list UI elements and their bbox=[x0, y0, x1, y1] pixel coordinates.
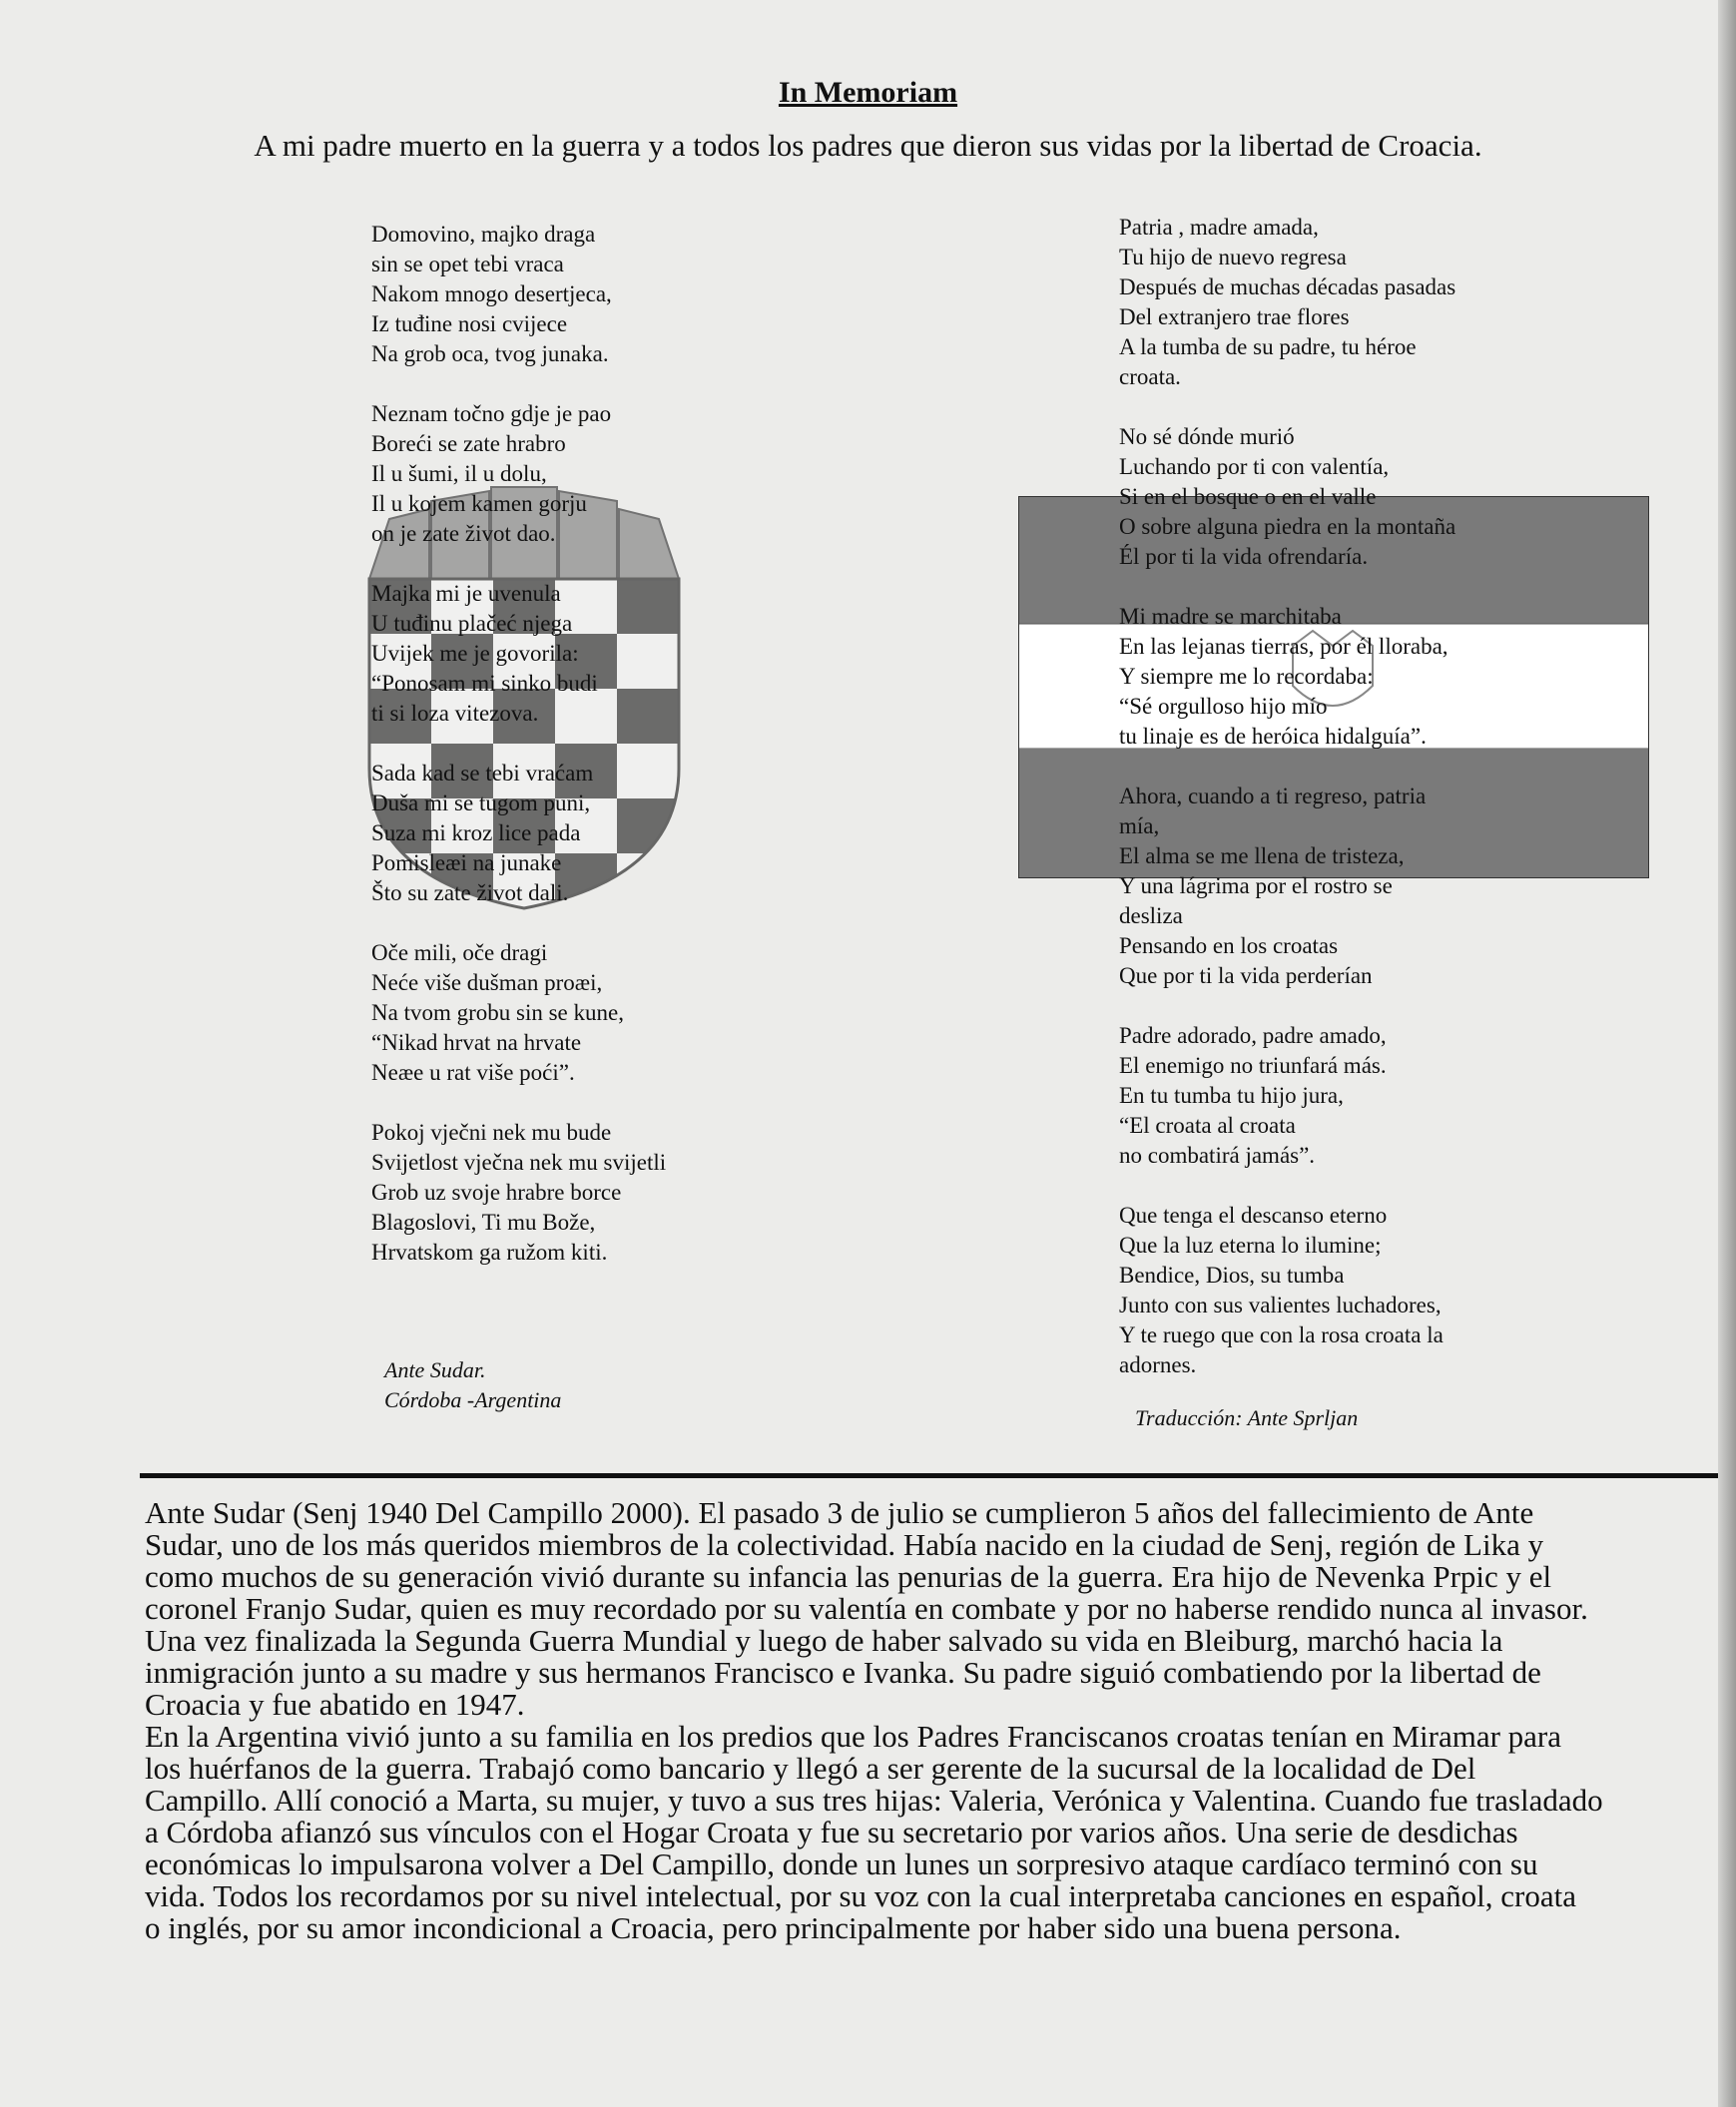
spanish-poem-line: El enemigo no triunfará más. bbox=[1119, 1053, 1387, 1078]
biography-line: como muchos de su generación vivió durante su infancia las penurias de la guerra. Era hijo de Nevenka Prpic y el bbox=[145, 1559, 1552, 1594]
dedication-line: A mi padre muerto en la guerra y a todos los padres que dieron sus vidas por la libertad de Croacia. bbox=[254, 128, 1482, 163]
biography-line: En la Argentina vivió junto a su familia en los predios que los Padres Franciscanos croatas tenían en Miramar para bbox=[145, 1719, 1562, 1754]
spanish-poem-line: desliza bbox=[1119, 903, 1183, 928]
author-name: Ante Sudar. bbox=[384, 1357, 486, 1382]
biography-line: Campillo. Allí conoció a Marta, su mujer, y tuvo a sus tres hijas: Valeria, Verónica y Valentina. Cuando fue trasladado bbox=[145, 1783, 1603, 1818]
spanish-poem-line: El alma se me llena de tristeza, bbox=[1119, 843, 1405, 868]
spanish-poem-line: En tu tumba tu hijo jura, bbox=[1119, 1083, 1344, 1108]
biography-line: Ante Sudar (Senj 1940 Del Campillo 2000). El pasado 3 de julio se cumplieron 5 años del fallecimiento de Ante bbox=[145, 1495, 1534, 1530]
spanish-poem-line: O sobre alguna piedra en la montaña bbox=[1119, 514, 1456, 539]
biography-line: coronel Franjo Sudar, quien es muy recordado por su valentía en combate y por no haberse rendido nunca al invasor. bbox=[145, 1591, 1588, 1626]
spanish-poem-line: Si en el bosque o en el valle bbox=[1119, 484, 1377, 509]
croatian-poem-line: sin se opet tebi vraca bbox=[371, 252, 564, 276]
spanish-poem-line: Después de muchas décadas pasadas bbox=[1119, 274, 1456, 299]
biography-line: Sudar, uno de los más queridos miembros de la colectividad. Había nacido en la ciudad de Senj, región de Lika y bbox=[145, 1527, 1544, 1562]
spanish-poem-line: Que la luz eterna lo ilumine; bbox=[1119, 1233, 1382, 1258]
spanish-poem-line: Del extranjero trae flores bbox=[1119, 304, 1350, 329]
croatian-poem-stanza bbox=[371, 579, 666, 729]
croatian-poem-line: Pokoj vječni nek mu bude bbox=[371, 1120, 612, 1145]
spanish-poem-line: Mi madre se marchitaba bbox=[1119, 604, 1342, 629]
spanish-poem-stanza bbox=[1119, 602, 1455, 752]
spanish-poem-line: No sé dónde murió bbox=[1119, 424, 1295, 449]
spanish-poem-line: Patria , madre amada, bbox=[1119, 215, 1319, 240]
spanish-poem-line: Tu hijo de nuevo regresa bbox=[1119, 245, 1347, 269]
croatian-poem-line: Sada kad se tebi vraćam bbox=[371, 761, 594, 786]
croatian-poem-line: “Ponosam mi sinko budi bbox=[371, 671, 598, 696]
spanish-poem-stanza bbox=[1119, 1021, 1455, 1171]
croatian-poem-line: Il u šumi, il u dolu, bbox=[371, 461, 547, 486]
croatian-poem-line: Majka mi je uvenula bbox=[371, 581, 561, 606]
croatian-poem-line: Neæe u rat više poći”. bbox=[371, 1060, 575, 1085]
spanish-poem-line: “Sé orgulloso hijo mío bbox=[1119, 694, 1328, 719]
croatian-poem-line: on je zate život dao. bbox=[371, 521, 556, 546]
spanish-poem bbox=[1119, 213, 1455, 1410]
croatian-poem-stanza bbox=[371, 938, 666, 1088]
croatian-poem-line: Pomisleæi na junake bbox=[371, 850, 562, 875]
spanish-poem-stanza bbox=[1119, 422, 1455, 572]
page-title: In Memoriam bbox=[778, 76, 958, 109]
spanish-poem-line: Junto con sus valientes luchadores, bbox=[1119, 1293, 1442, 1317]
croatian-poem-line: Neće više dušman proæi, bbox=[371, 970, 603, 995]
croatian-poem-stanza bbox=[371, 399, 666, 549]
biography-line: los huérfanos de la guerra. Trabajó como bancario y llegó a ser gerente de la sucursal de la localidad de Del bbox=[145, 1751, 1476, 1786]
spanish-poem-line: Bendice, Dios, su tumba bbox=[1119, 1263, 1345, 1288]
spanish-poem-line: Padre adorado, padre amado, bbox=[1119, 1023, 1387, 1048]
spanish-poem-line: Y una lágrima por el rostro se bbox=[1119, 873, 1393, 898]
spanish-poem-line: En las lejanas tierras, por él lloraba, bbox=[1119, 634, 1448, 659]
spanish-poem-line: Y siempre me lo recordaba: bbox=[1119, 664, 1374, 689]
biography-line: Una vez finalizada la Segunda Guerra Mundial y luego de haber salvado su vida en Bleiburg, marchó hacia la bbox=[145, 1623, 1503, 1658]
spanish-poem-stanza bbox=[1119, 782, 1455, 991]
croatian-poem-line: Duša mi se tugom puni, bbox=[371, 790, 591, 815]
biography-line: inmigración junto a su madre y sus hermanos Francisco e Ivanka. Su padre siguió combatiendo por la libertad de bbox=[145, 1655, 1541, 1690]
croatian-poem-stanza bbox=[371, 220, 666, 369]
croatian-poem-stanza bbox=[371, 759, 666, 908]
croatian-poem-line: Iz tuđine nosi cvijece bbox=[371, 311, 568, 336]
croatian-poem-line: Oče mili, oče dragi bbox=[371, 940, 548, 965]
spanish-poem-stanza bbox=[1119, 213, 1455, 392]
translator-credit: Traducción: Ante Sprljan bbox=[1135, 1405, 1359, 1430]
croatian-poem-line: Suza mi kroz lice pada bbox=[371, 820, 581, 845]
spanish-poem-stanza bbox=[1119, 1201, 1455, 1380]
biography-line: Croacia y fue abatido en 1947. bbox=[145, 1687, 525, 1722]
croatian-poem-line: Hrvatskom ga ružom kiti. bbox=[371, 1240, 608, 1265]
poem-author bbox=[384, 1355, 561, 1415]
croatian-poem-line: “Nikad hrvat na hrvate bbox=[371, 1030, 582, 1055]
page-edge-shadow bbox=[1718, 0, 1736, 2107]
spanish-poem-line: Que tenga el descanso eterno bbox=[1119, 1203, 1388, 1228]
croatian-poem-line: Blagoslovi, Ti mu Bože, bbox=[371, 1210, 596, 1235]
croatian-poem-line: ti si loza vitezova. bbox=[371, 701, 539, 726]
spanish-poem-line: “El croata al croata bbox=[1119, 1113, 1296, 1138]
croatian-poem-line: Nakom mnogo desertjeca, bbox=[371, 281, 612, 306]
croatian-poem-line: Uvijek me je govorila: bbox=[371, 641, 579, 666]
spanish-poem-line: A la tumba de su padre, tu héroe bbox=[1119, 334, 1417, 359]
croatian-poem-stanza bbox=[371, 1118, 666, 1268]
croatian-poem-line: Grob uz svoje hrabre borce bbox=[371, 1180, 622, 1205]
biography-line: a Córdoba afianzó sus vínculos con el Hogar Croata y fue su secretario por varios años. Una serie de desdichas bbox=[145, 1815, 1518, 1849]
biography-line: económicas lo impulsarona volver a Del Campillo, donde un lunes un sorpresivo ataque cardíaco terminó con su bbox=[145, 1846, 1538, 1881]
spanish-poem-line: tu linaje es de heróica hidalguía”. bbox=[1119, 724, 1427, 749]
spanish-poem-line: Él por ti la vida ofrendaría. bbox=[1119, 544, 1369, 569]
croatian-poem-line: Svijetlost vječna nek mu svijetli bbox=[371, 1150, 667, 1175]
croatian-poem-line: U tuđinu plačeć njega bbox=[371, 611, 573, 636]
croatian-poem-line: Na grob oca, tvog junaka. bbox=[371, 341, 609, 366]
spanish-poem-line: Luchando por ti con valentía, bbox=[1119, 454, 1390, 479]
biography-line: vida. Todos los recordamos por su nivel intelectual, por su voz con la cual interpretaba canciones en español, croata bbox=[145, 1878, 1576, 1913]
spanish-poem-line: Ahora, cuando a ti regreso, patria bbox=[1119, 784, 1427, 808]
croatian-poem-line: Što su zate život dali. bbox=[371, 880, 569, 905]
croatian-poem-line: Il u kojem kamen gorju bbox=[371, 491, 587, 516]
croatian-poem-line: Neznam točno gdje je pao bbox=[371, 401, 612, 426]
spanish-poem-line: Y te ruego que con la rosa croata la bbox=[1119, 1322, 1444, 1347]
croatian-poem-line: Na tvom grobu sin se kune, bbox=[371, 1000, 624, 1025]
author-place: Córdoba -Argentina bbox=[384, 1387, 562, 1412]
section-divider bbox=[140, 1473, 1736, 1478]
spanish-poem-line: croata. bbox=[1119, 364, 1181, 389]
croatian-poem-line: Boreći se zate hrabro bbox=[371, 431, 566, 456]
spanish-poem-line: Pensando en los croatas bbox=[1119, 933, 1339, 958]
biography-line: o inglés, por su amor incondicional a Croacia, pero principalmente por haber sido una buena persona. bbox=[145, 1910, 1402, 1945]
spanish-poem-line: Que por ti la vida perderían bbox=[1119, 963, 1373, 988]
biography-paragraph bbox=[145, 1497, 1722, 1944]
croatian-poem-line: Domovino, majko draga bbox=[371, 222, 596, 247]
spanish-poem-line: adornes. bbox=[1119, 1352, 1197, 1377]
spanish-poem-line: no combatirá jamás”. bbox=[1119, 1143, 1316, 1168]
croatian-poem bbox=[371, 220, 666, 1298]
spanish-poem-line: mía, bbox=[1119, 813, 1160, 838]
